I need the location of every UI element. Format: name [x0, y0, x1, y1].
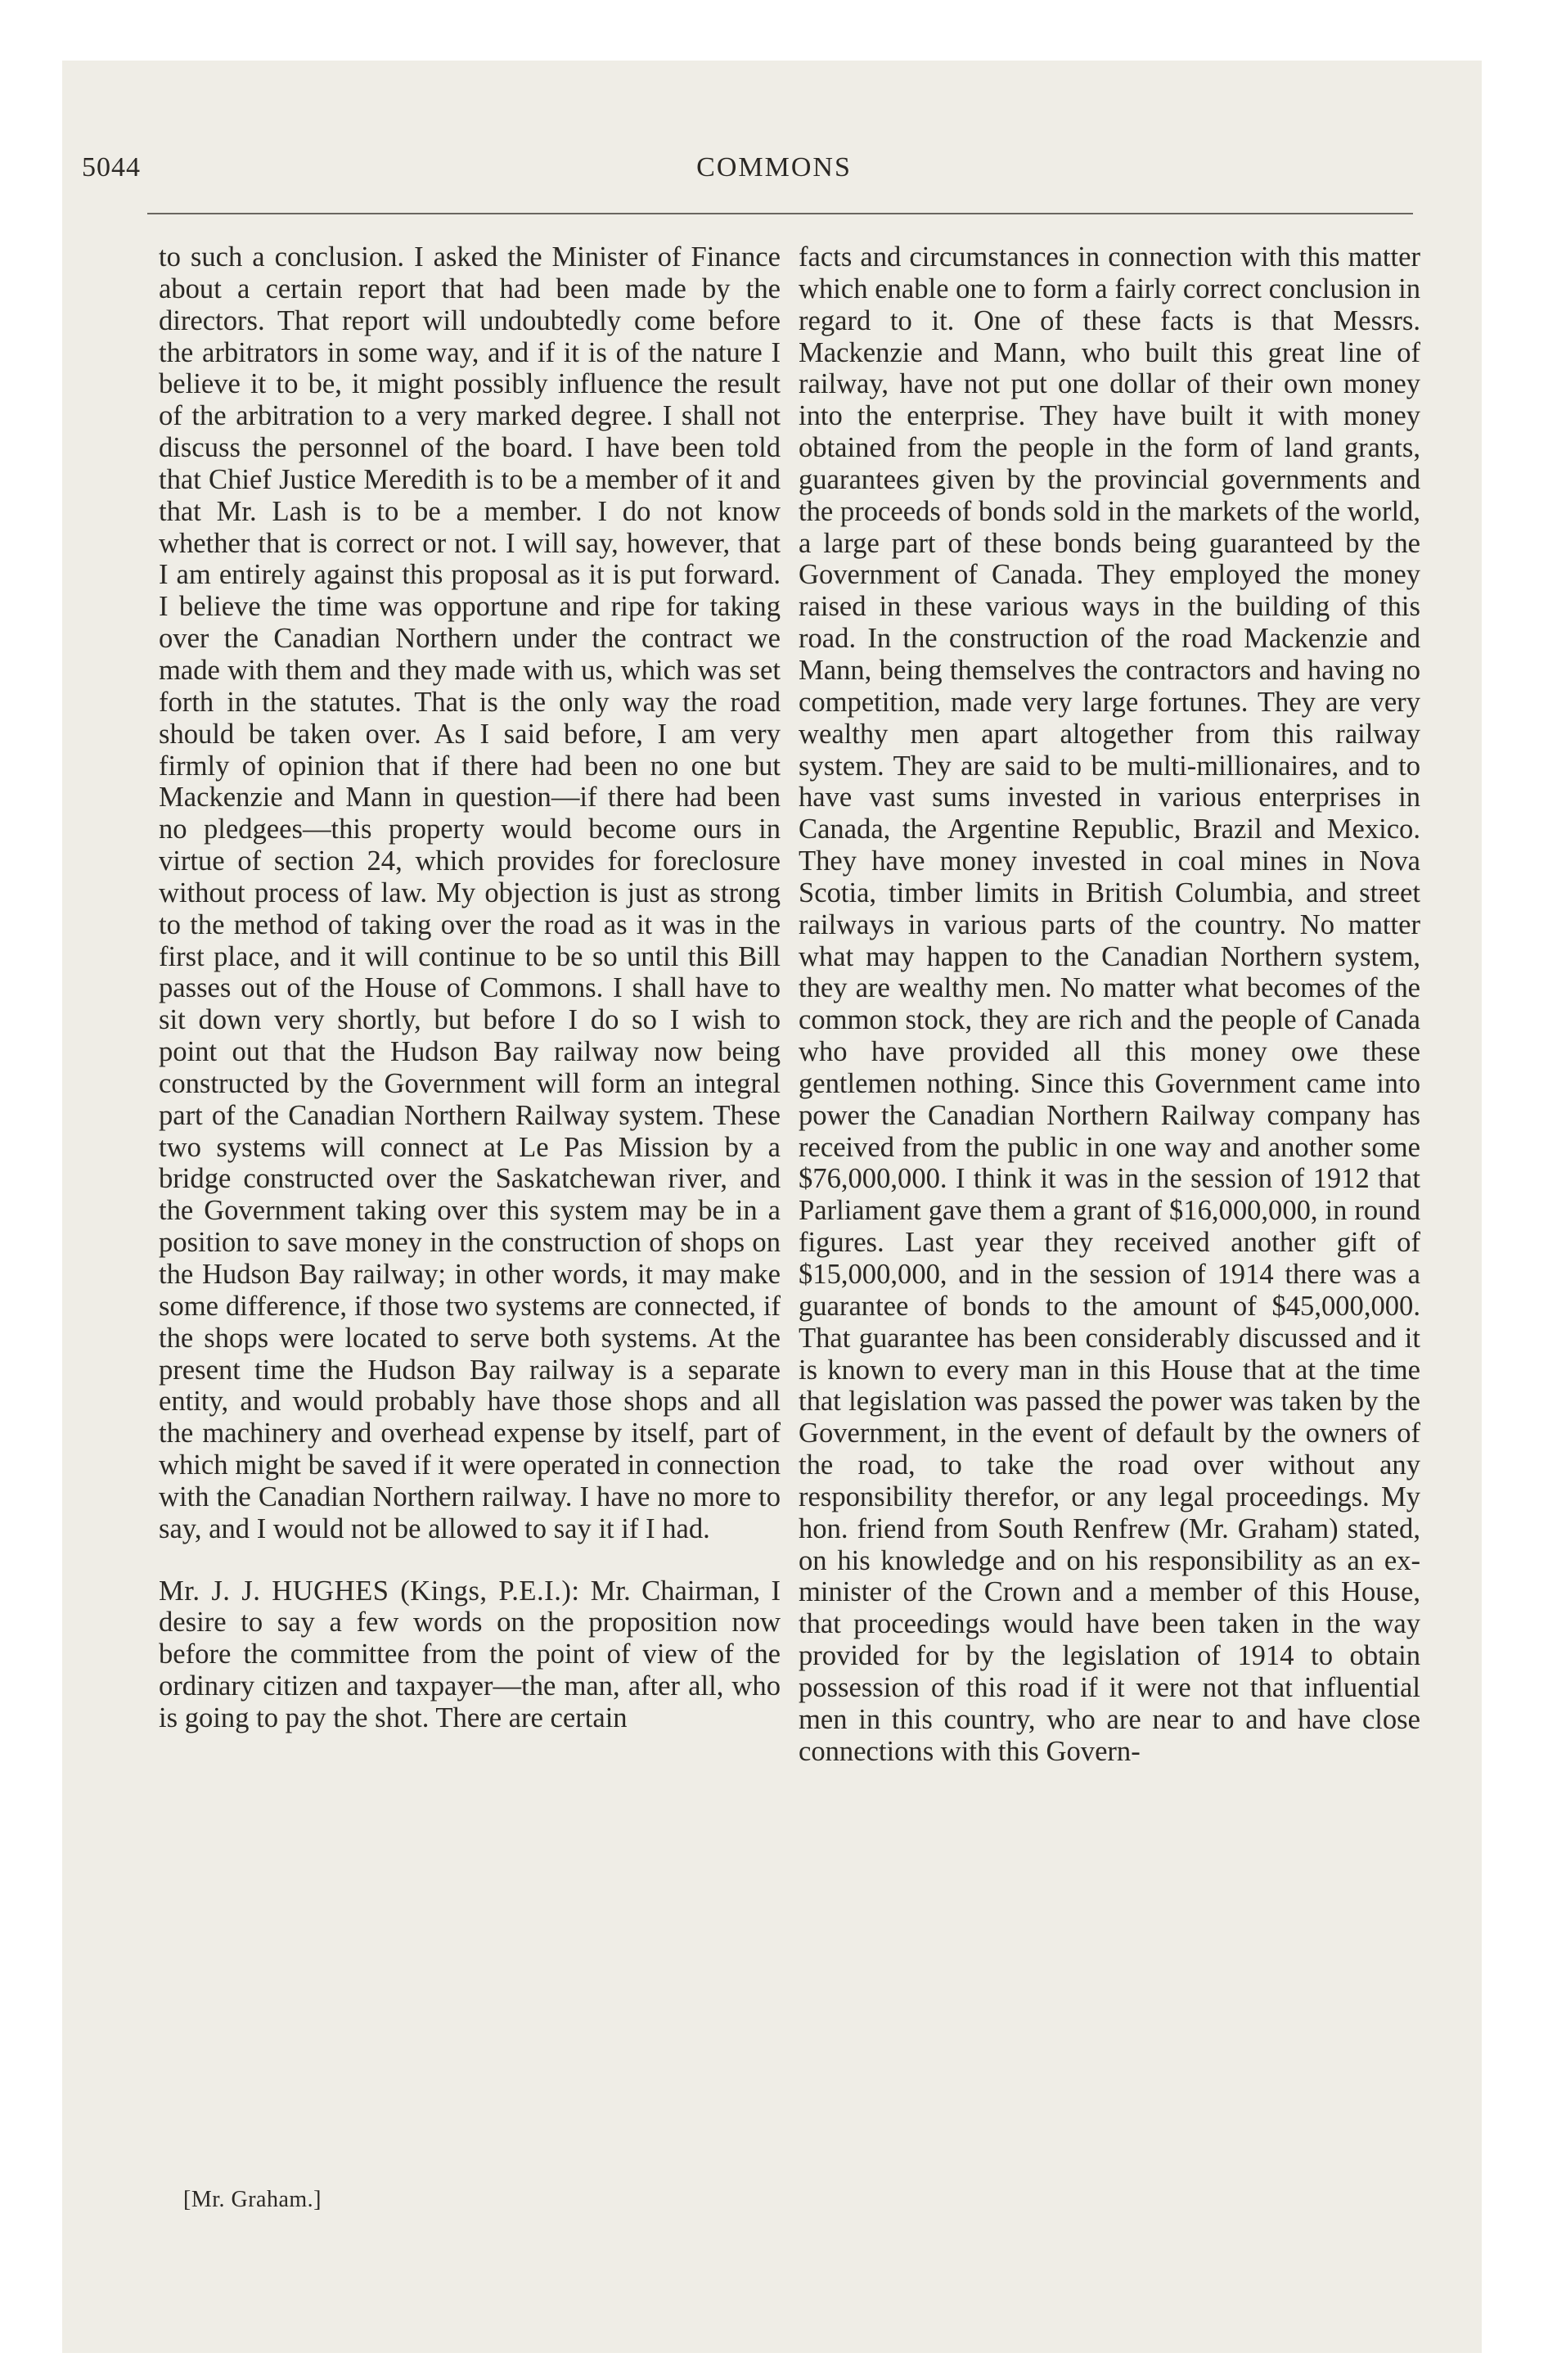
speaker-name: Mr. J. J. HUGHES (Kings, P.E.I.):: [159, 1575, 580, 1607]
footnote: [Mr. Graham.]: [183, 2187, 322, 2212]
left-column: [159, 241, 781, 1734]
speech-text: Mr. Chairman, I desire to say a few words on the proposition now before the committee from the point of view of the ordinary citizen and taxpayer—the man, after all, who is going to pay the shot. There are certain: [159, 1575, 781, 1733]
header-rule: [147, 213, 1413, 214]
running-head: COMMONS: [696, 152, 852, 183]
left-paragraph-1: to such a conclusion. I asked the Minister of Finance about a certain report that had been made by the directors. That report will undoubtedly come before the arbitrators in some way, and if it is of the nature I believe it to be, it might possibly influence the result of the arbitration to a very marked degree. I shall not discuss the personnel of the board. I have been told that Chief Justice Meredith is to be a member of it and that Mr. Lash is to be a member. I do not know whether that is correct or not. I will say, however, that I am entirely against this proposal as it is put forward. I believe the time was opportune and ripe for taking over the Canadian Northern under the contract we made with them and they made with us, which was set forth in the statutes. That is the only way the road should be taken over. As I said before, I am very firmly of opinion that if there had been no one but Mackenzie and Mann in question—if there had been no pledgees—this property would become ours in virtue of section 24, which provides for foreclosure without process of law. My objection is just as strong to the method of taking over the road as it was in the first place, and it will continue to be so until this Bill passes out of the House of Commons. I shall have to sit down very shortly, but before I do so I wish to point out that the Hudson Bay railway now being constructed by the Government will form an integral part of the Canadian Northern Railway system. These two systems will connect at Le Pas Mission by a bridge constructed over the Saskatchewan river, and the Government taking over this system may be in a position to save money in the construction of shops on the Hudson Bay railway; in other words, it may make some difference, if those two systems are connected, if the shops were located to serve both systems. At the present time the Hudson Bay railway is a separate entity, and would probably have those shops and all the machinery and overhead expense by itself, part of which might be saved if it were operated in connection with the Canadian Northern railway. I have no more to say, and I would not be allowed to say it if I had.: [159, 241, 781, 1544]
right-column: [799, 241, 1420, 1768]
page-number: 5044: [82, 152, 141, 183]
right-paragraph-1: facts and circumstances in connection with this matter which enable one to form a fairly correct conclusion in regard to it. One of these facts is that Messrs. Mackenzie and Mann, who built this great line of railway, have not put one dollar of their own money into the enterprise. They have built it with money obtained from the people in the form of land grants, guarantees given by the provincial governments and the proceeds of bonds sold in the markets of the world, a large part of these bonds being guaranteed by the Government of Canada. They employed the money raised in these various ways in the building of this road. In the construction of the road Mackenzie and Mann, being themselves the contractors and having no competition, made very large fortunes. They are very wealthy men apart altogether from this railway system. They are said to be multi-millionaires, and to have vast sums invested in various enterprises in Canada, the Argentine Republic, Brazil and Mexico. They have money invested in coal mines in Nova Scotia, timber limits in British Columbia, and street railways in various parts of the country. No matter what may happen to the Canadian Northern system, they are wealthy men. No matter what becomes of the common stock, they are rich and the people of Canada who have provided all this money owe these gentlemen nothing. Since this Government came into power the Canadian Northern Railway company has received from the public in one way and another some $76,000,000. I think it was in the session of 1912 that Parliament gave them a grant of $16,000,000, in round figures. Last year they received another gift of $15,000,000, and in the session of 1914 there was a guarantee of bonds to the amount of $45,000,000. That guarantee has been considerably discussed and it is known to every man in this House that at the time that legislation was passed the power was taken by the Government, in the event of default by the owners of the road, to take the road over without any responsibility therefor, or any legal proceedings. My hon. friend from South Renfrew (Mr. Graham) stated, on his knowledge and on his responsibility as an ex-minister of the Crown and a member of this House, that proceedings would have been taken in the way provided for by the legislation of 1914 to obtain possession of this road if it were not that influential men in this country, who are near to and have close connections with this Govern-: [799, 241, 1420, 1767]
left-paragraph-2: [159, 1575, 781, 1734]
